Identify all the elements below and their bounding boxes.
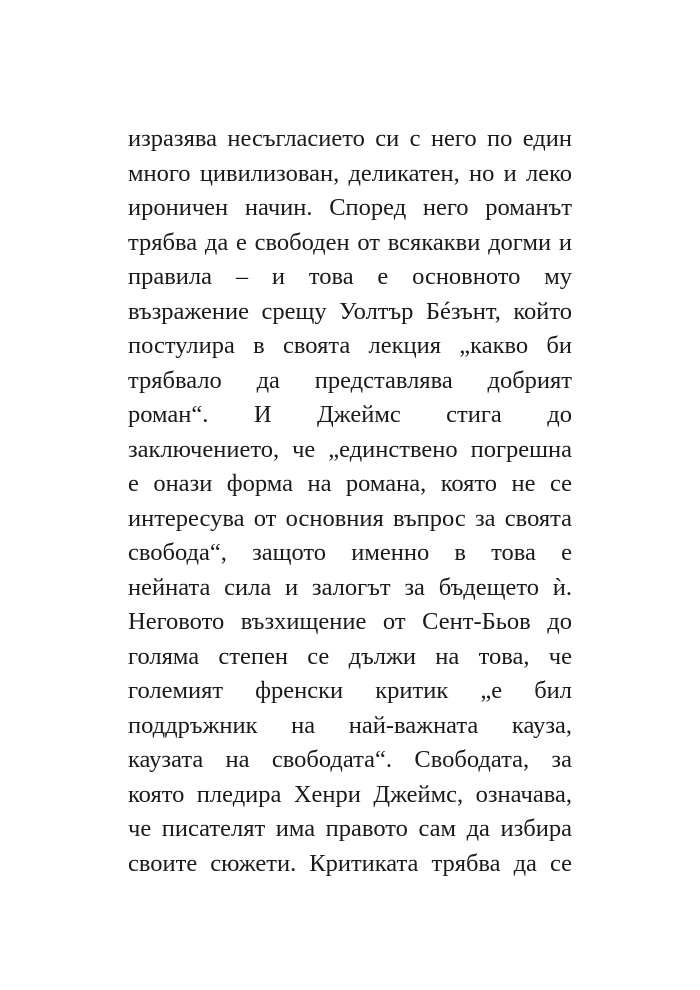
text-line: която пледира Хенри Джеймс, означава, (128, 780, 572, 808)
text-line: големият френски критик „е бил (128, 677, 572, 704)
body-text (128, 122, 572, 881)
text-line: Неговото възхищение от Сент-Бьов до (128, 608, 572, 635)
text-line: каузата на свободата“. Свободата, за (128, 746, 572, 773)
text-line: интересува от основния въпрос за своята (128, 504, 572, 532)
text-line: своите сюжети. Критиката трябва да се (128, 849, 572, 877)
text-line: че писателят има правото сам да избира (128, 815, 572, 842)
text-line: възражение срещу Уолтър Бéзънт, който (128, 297, 572, 325)
text-line: ироничен начин. Според него романът (128, 194, 572, 221)
text-line: нейната сила и залогът за бъдещето ѝ. (128, 573, 572, 601)
text-line: роман“. И Джеймс стига до (128, 401, 572, 428)
text-line: е онази форма на романа, която не се (128, 470, 572, 497)
text-line: изразява несъгласието си с него по един (128, 125, 572, 152)
text-line: заключението, че „единствено погрешна (128, 435, 572, 463)
text-line: поддръжник на най-важната кауза, (128, 711, 572, 739)
text-line: постулира в своята лекция „какво би (128, 332, 572, 359)
text-line: трябва да е свободен от всякакви догми и (128, 228, 572, 256)
text-line: много цивилизован, деликатен, но и леко (128, 159, 572, 187)
text-line: свобода“, защото именно в това е (128, 539, 572, 566)
text-line: правила – и това е основното му (128, 263, 572, 290)
text-line: голяма степен се дължи на това, че (128, 642, 572, 670)
text-line: трябвало да представлява добрият (128, 366, 572, 394)
